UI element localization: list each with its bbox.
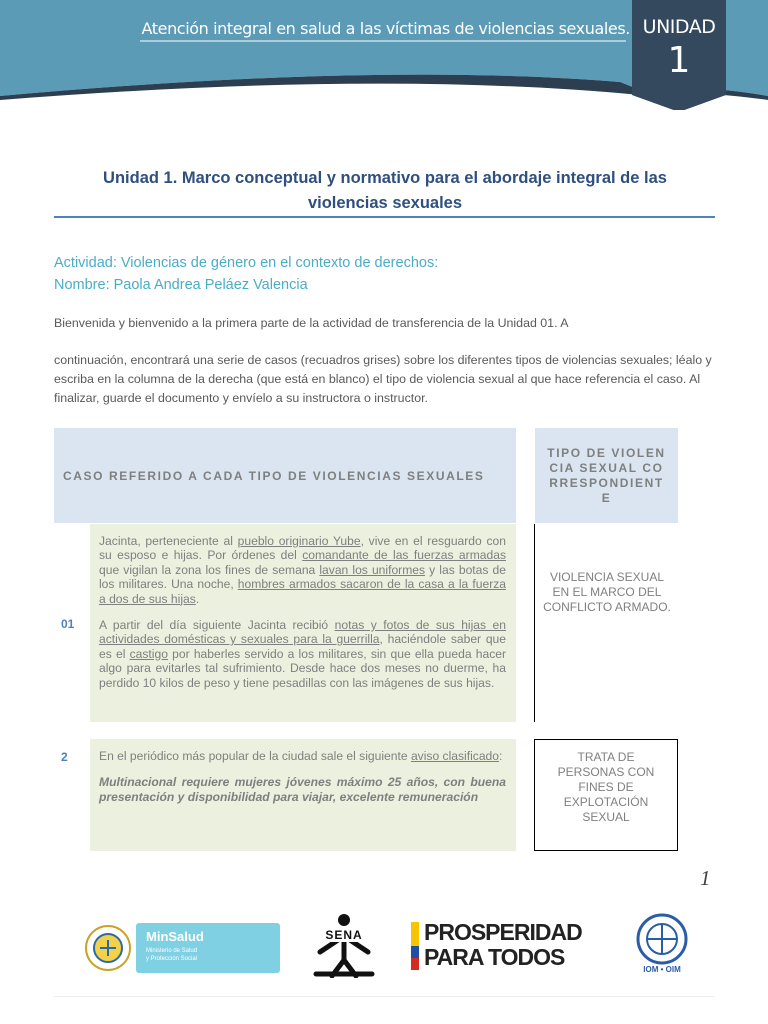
sena-label: SENA (312, 928, 376, 942)
case-box-2 (90, 739, 516, 851)
answer-cell-2[interactable] (534, 739, 678, 851)
document-title-line1: Unidad 1. Marco conceptual y normativo para el abordaje integral de las (103, 169, 667, 187)
iom-label: IOM • OIM (643, 965, 681, 974)
intro-paragraph-1: Bienvenida y bienvenido a la primera parte de la actividad de transferencia de la Unidad 01. A (54, 316, 569, 330)
minsalud-title: MinSalud (146, 929, 204, 944)
header-title: Atención integral en salud a las víctimas de violencias sexuales. (141, 19, 630, 38)
activity-heading: Actividad: Violencias de género en el contexto de derechos: (54, 255, 439, 271)
minsalud-subtitle: Ministerio de Salud y Protección Social (146, 948, 198, 962)
prosperidad-logo (411, 919, 593, 970)
case-2-paragraph-1: En el periódico más popular de la ciudad sale el siguiente aviso clasificado: (99, 749, 503, 763)
answer-text-1[interactable]: VIOLENCIA SEXUAL EN EL MARCO DEL CONFLICTO ARMADO. (543, 570, 671, 614)
page-number: 1 (700, 866, 711, 890)
answer-text-2[interactable]: TRATA DE PERSONAS CON FINES DE EXPLOTACIÓN SEXUAL (557, 750, 655, 824)
case-1-paragraph-2: A partir del día siguiente Jacinta recibió notas y fotos de sus hijas en actividades domésticas y sexuales para la guerrilla, haciéndole saber que es el castigo por haberles servido a los militares, sin que ella pueda hacer algo para evitarles tal sufrimiento. Desde hace dos meses no duerme, ha perdido 10 kilos de peso y tiene pesadillas con las imágenes de sus hijas. (99, 618, 507, 690)
case-2-classified-ad: Multinacional requiere mujeres jóvenes máximo 25 años, con buena presentación y disponibilidad para viajar, excelente remuneración (99, 775, 506, 804)
prosperidad-text: PROSPERIDAD PARA TODOS (424, 919, 582, 970)
case-number: 01 (61, 617, 75, 631)
document-title-line2: violencias sexuales (307, 194, 463, 212)
table-header-type (535, 428, 678, 523)
case-number: 2 (61, 750, 68, 764)
table-header-case-label: CASO REFERIDO A CADA TIPO DE VIOLENCIAS SEXUALES (63, 468, 485, 483)
minsalud-logo (84, 921, 280, 975)
document-title (60, 166, 710, 216)
student-name: Nombre: Paola Andrea Peláez Valencia (54, 277, 308, 293)
sena-logo (312, 912, 376, 978)
case-box-1 (90, 524, 516, 722)
unit-label: UNIDAD (642, 16, 716, 38)
case-1-paragraph-1: Jacinta, perteneciente al pueblo originario Yube, vive en el resguardo con su esposo e hijas. Por órdenes del comandante de las fuerzas armadas que vigilan la zona los fines de semana lavan los uniformes y las botas de los militares. Una noche, hombres armados sacaron de la casa a la fuerza a dos de sus hijas. (99, 534, 506, 606)
activity-block (54, 252, 438, 296)
table-header-case (54, 428, 516, 523)
iom-logo (632, 913, 692, 977)
footer-divider (54, 996, 715, 997)
title-divider (54, 216, 715, 218)
answer-cell-1[interactable] (534, 524, 679, 722)
document-header (0, 0, 768, 110)
unit-number: 1 (667, 40, 691, 81)
intro-paragraph-2: continuación, encontrará una serie de casos (recuadros grises) sobre los diferentes tipos de violencias sexuales; léalo y escriba en la columna de la derecha (que está en blanco) el tipo de violencia sexual al que hace referencia el caso. Al finalizar, guarde el documento y envíelo a su instructora o instructor. (54, 353, 712, 405)
table-header-type-label: TIPO DE VIOLENCIA SEXUAL CORRESPONDIENTE (547, 445, 666, 505)
